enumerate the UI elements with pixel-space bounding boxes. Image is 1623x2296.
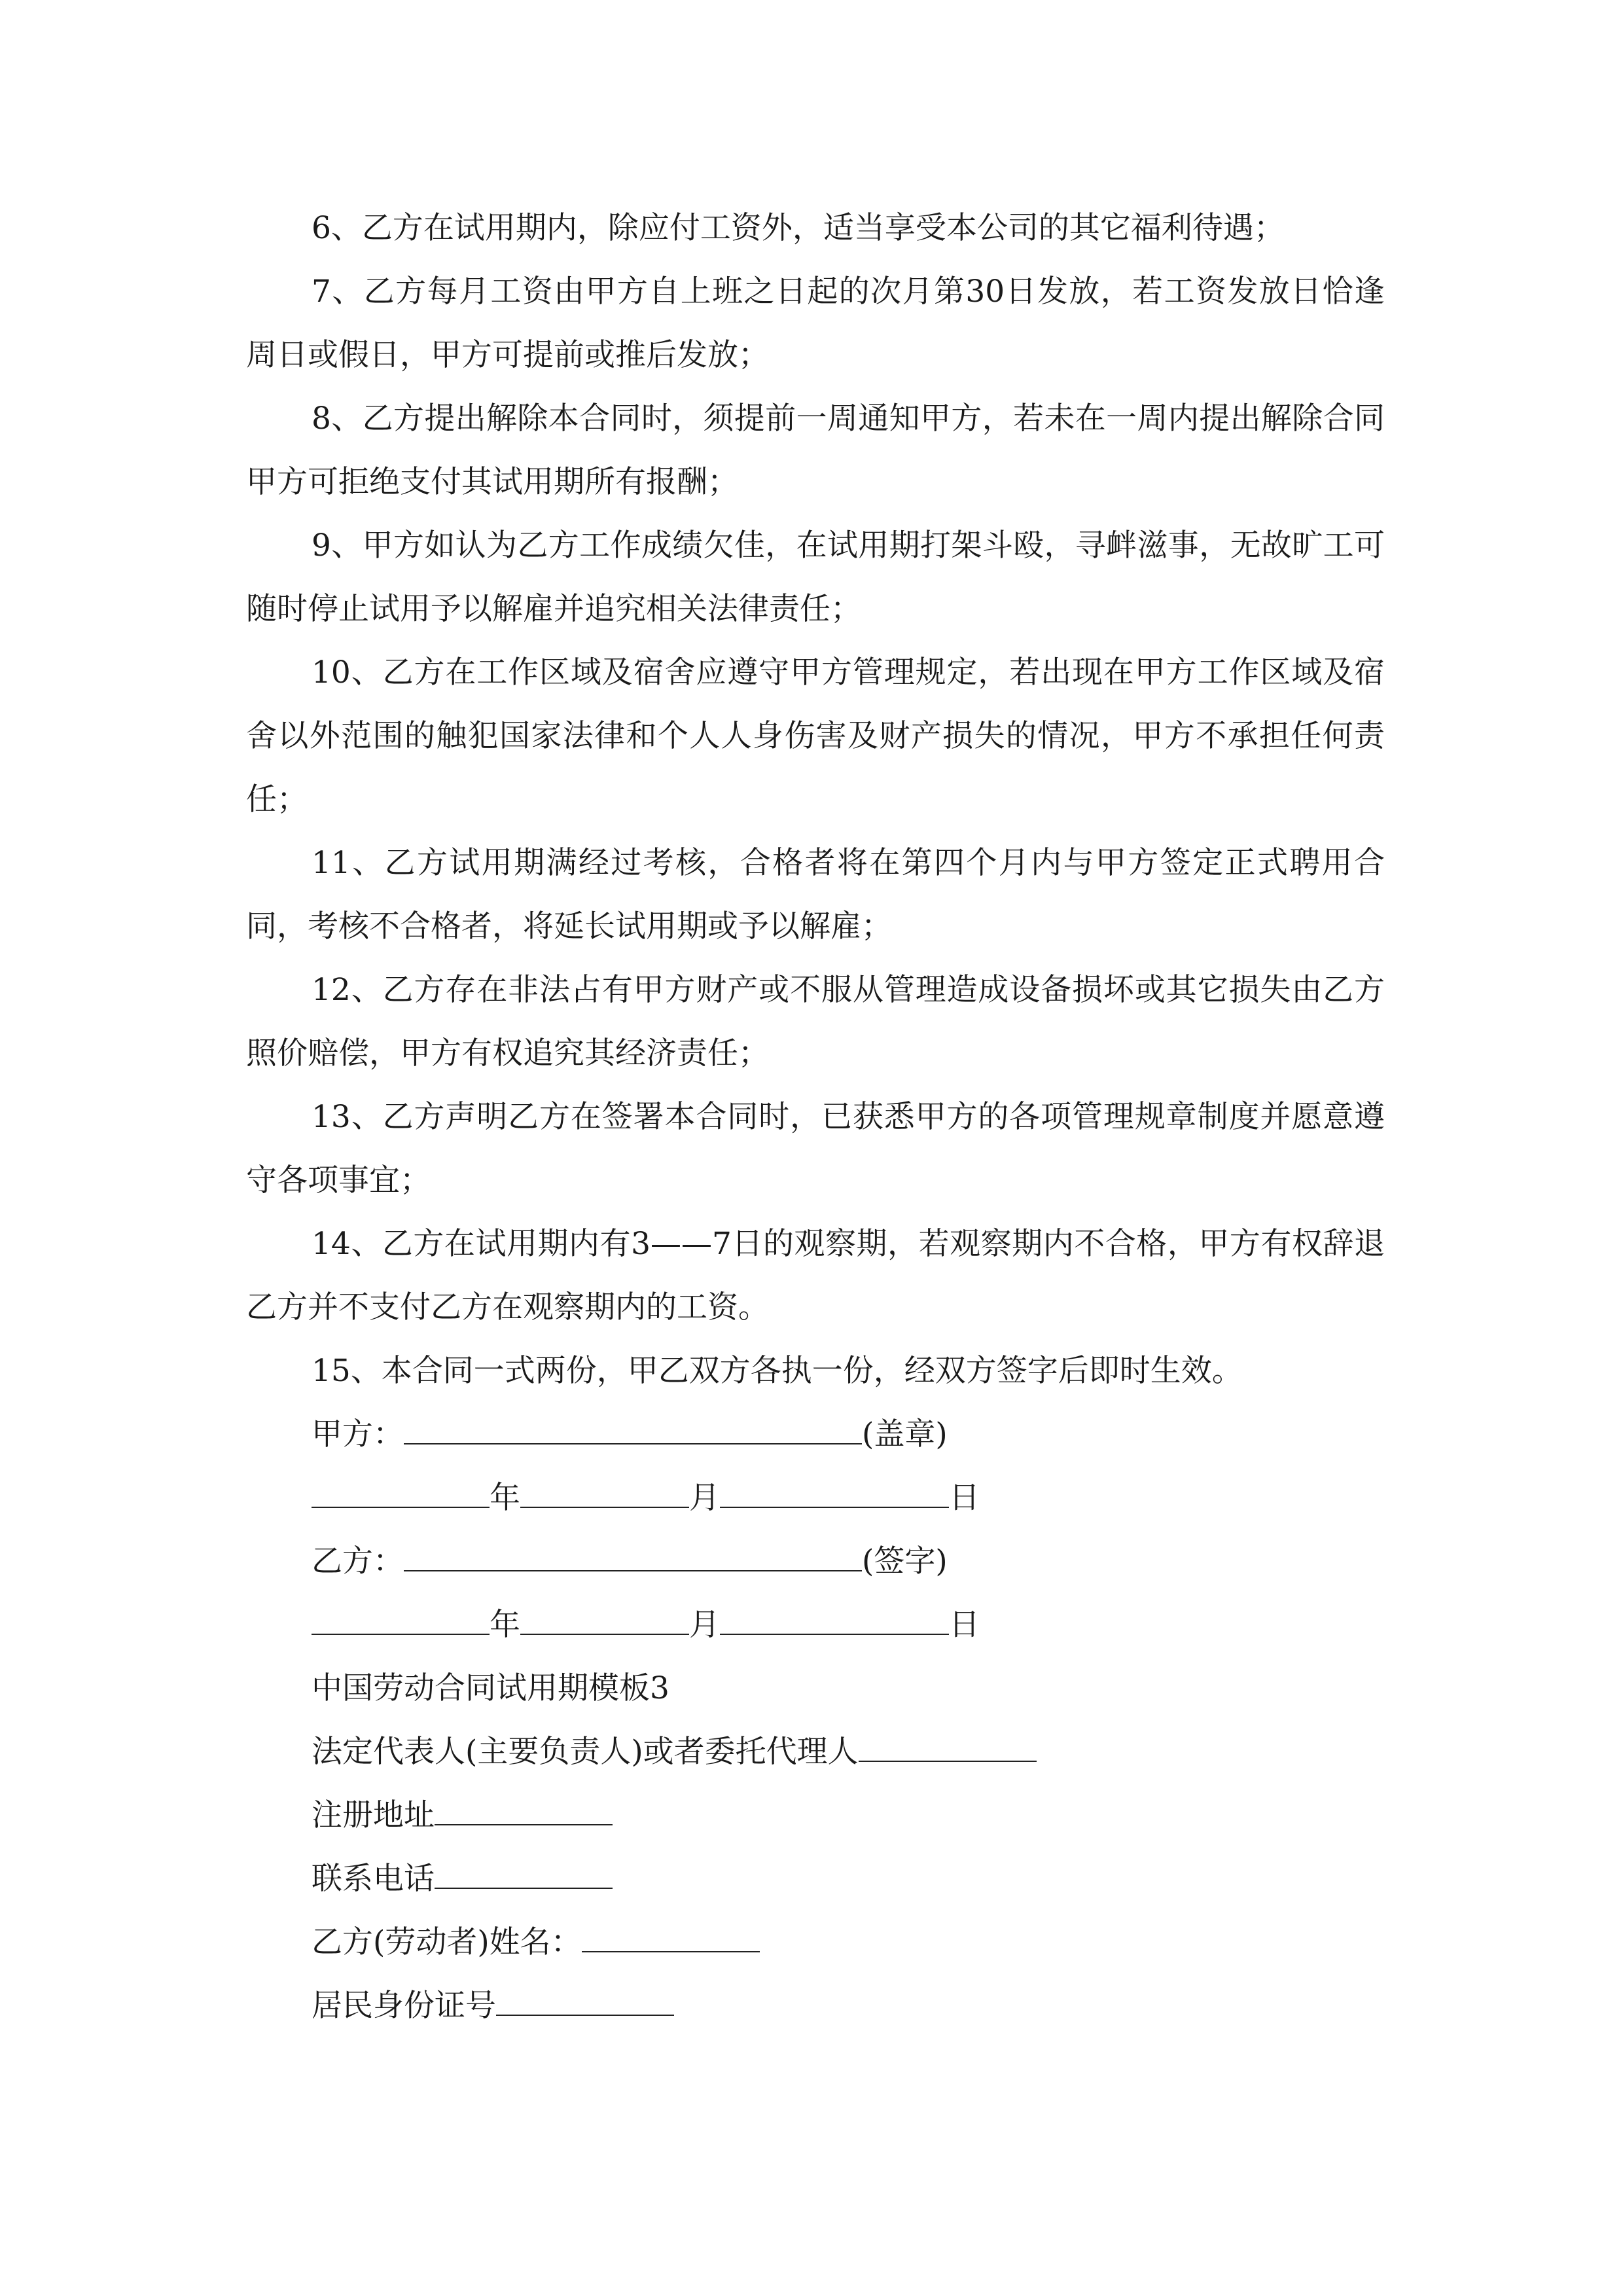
- template3-title: 中国劳动合同试用期模板3: [312, 1670, 669, 1706]
- clause-14: 14、乙方在试用期内有3——7日的观察期，若观察期内不合格，甲方有权辞退乙方并不支付乙方在观察期内的工资。: [246, 1226, 1385, 1325]
- party-a-note: (盖章): [862, 1416, 948, 1452]
- clause-15: 15、本合同一式两份，甲乙双方各执一份，经双方签字后即时生效。: [312, 1353, 1243, 1389]
- clause-11: 11、乙方试用期满经过考核，合格者将在第四个月内与甲方签定正式聘用合同，考核不合格者，将延长试用期或予以解雇；: [246, 845, 1385, 944]
- party-a-signature-line: [246, 1403, 1385, 1466]
- clause-12: 12、乙方存在非法占有甲方财产或不服从管理造成设备损坏或其它损失由乙方照价赔偿，甲方有权追究其经济责任；: [246, 972, 1385, 1071]
- address-field[interactable]: [435, 1784, 613, 1825]
- year-label: 年: [490, 1607, 520, 1643]
- phone-field[interactable]: [435, 1847, 613, 1889]
- clause-13: 13、乙方声明乙方在签署本合同时，已获悉甲方的各项管理规章制度并愿意遵守各项事宜；: [246, 1099, 1385, 1198]
- party-b-month-field[interactable]: [520, 1593, 689, 1635]
- party-a-year-field[interactable]: [312, 1466, 490, 1508]
- legal-rep-field[interactable]: [859, 1720, 1037, 1762]
- day-label: 日: [949, 1607, 980, 1643]
- legal-rep-line: [246, 1720, 1385, 1784]
- party-b-date-line: [246, 1593, 1385, 1657]
- party-b-signature-line: [246, 1530, 1385, 1593]
- party-b-year-field[interactable]: [312, 1593, 490, 1635]
- employee-name-line: [246, 1910, 1385, 1974]
- id-number-label: 居民身份证号: [312, 1988, 496, 2024]
- party-a-label: 甲方：: [312, 1416, 404, 1452]
- party-b-label: 乙方：: [312, 1543, 404, 1579]
- party-a-month-field[interactable]: [520, 1466, 689, 1508]
- clause-6: 6、乙方在试用期内，除应付工资外，适当享受本公司的其它福利待遇；: [312, 210, 1285, 246]
- party-a-day-field[interactable]: [720, 1466, 949, 1508]
- party-b-day-field[interactable]: [720, 1593, 949, 1635]
- address-label: 注册地址: [312, 1797, 435, 1833]
- address-line: [246, 1784, 1385, 1847]
- clause-10: 10、乙方在工作区域及宿舍应遵守甲方管理规定，若出现在甲方工作区域及宿舍以外范围的触犯国家法律和个人人身伤害及财产损失的情况，甲方不承担任何责任；: [246, 655, 1385, 817]
- party-b-signature-field[interactable]: [404, 1530, 862, 1571]
- clause-7: 7、乙方每月工资由甲方自上班之日起的次月第30日发放，若工资发放日恰逢周日或假日，甲方可提前或推后发放；: [246, 274, 1385, 373]
- employee-name-label: 乙方(劳动者)姓名：: [312, 1924, 582, 1960]
- legal-rep-label: 法定代表人(主要负责人)或者委托代理人: [312, 1734, 859, 1770]
- party-a-signature-field[interactable]: [404, 1403, 862, 1444]
- party-b-note: (签字): [862, 1543, 948, 1579]
- year-label: 年: [490, 1480, 520, 1516]
- id-number-line: [246, 1974, 1385, 2037]
- party-a-date-line: [246, 1466, 1385, 1530]
- phone-label: 联系电话: [312, 1861, 435, 1897]
- contract-body: [246, 196, 1385, 2037]
- employee-name-field[interactable]: [582, 1910, 760, 1952]
- clause-8: 8、乙方提出解除本合同时，须提前一周通知甲方，若未在一周内提出解除合同甲方可拒绝支付其试用期所有报酬；: [246, 401, 1385, 500]
- month-label: 月: [689, 1480, 720, 1516]
- phone-line: [246, 1847, 1385, 1910]
- day-label: 日: [949, 1480, 980, 1516]
- month-label: 月: [689, 1607, 720, 1643]
- clause-9: 9、甲方如认为乙方工作成绩欠佳，在试用期打架斗殴，寻衅滋事，无故旷工可随时停止试用予以解雇并追究相关法律责任；: [246, 528, 1385, 627]
- id-number-field[interactable]: [496, 1974, 674, 2016]
